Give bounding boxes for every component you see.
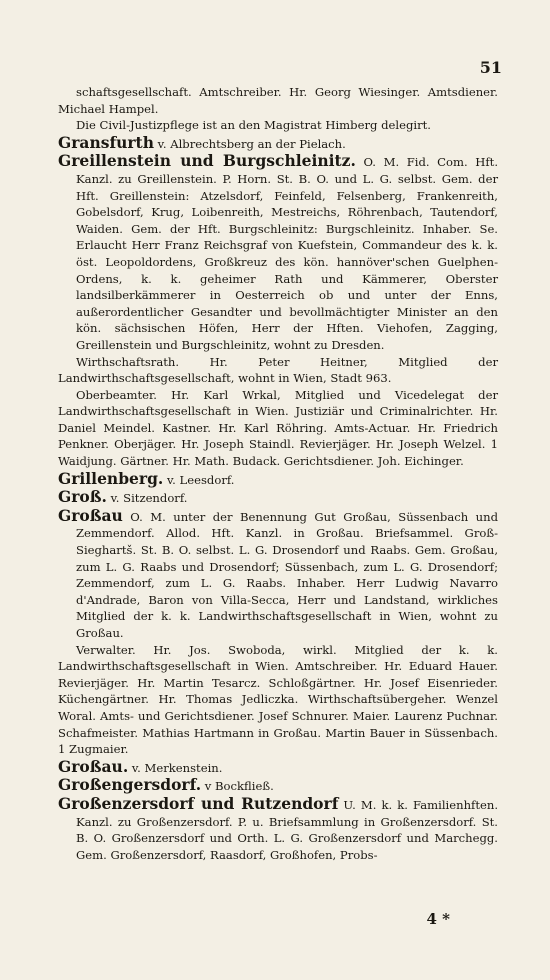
page-number: 51 (479, 58, 502, 77)
paragraph (58, 117, 498, 134)
entry-headword: Großenzersdorf und Rutzendorf (58, 793, 339, 813)
entry-text: v. Albrechtsberg an der Pielach. (157, 136, 346, 151)
entry (58, 134, 498, 153)
text-body (58, 84, 498, 863)
paragraph-text: Verwalter. Hr. Jos. Swoboda, wirkl. Mitglied der k. k. Landwirthschaftsgesellschaft in Wien. Amtschreiber. Hr. Eduard Hauer. Revierjäger. Hr. Martin Tesarcz. Schloßgärtner. Hr. Josef Eisenrieder. Küchengärtner. Hr. Thomas Jedliczka. Wirthschaftsübergeher. Wenzel Woral. Amts- und Gerichtsdiener. Josef Schnurer. Maier. Laurenz Puchnar. Schafmeister. Mathias Hartmann in Großau. Martin Bauer in Süssenbach. 1 Zugmaier. (58, 642, 498, 757)
entry (58, 488, 498, 507)
entry (58, 470, 498, 489)
entry-headword: Grillenberg. (58, 468, 164, 488)
entry-text: O. M. unter der Benennung Gut Großau, Süssenbach und Zemmendorf. Allod. Hft. Kanzl. in Großau. Briefsammel. Groß-Sieghartš. St. B. O. selbst. L. G. Drosendorf und Raabs. Gem. Großau, zum L. G. Raabs und Drosendorf; Süssenbach, zum L. G. Drosendorf; Zemmendorf, zum L. G. Raabs. Inhaber. Herr Ludwig Navarro d'Andrade, Baron von Villa-Secca, Herr und Landstand, wirkliches Mitglied der k. k. Landwirthschaftsgesellschaft in Wien, wohnt zu Großau. (76, 509, 498, 640)
paragraph (58, 84, 498, 117)
entry-text: v. Sitzendorf. (110, 491, 188, 506)
paragraph (58, 354, 498, 387)
entry-text: v. Leesdorf. (167, 472, 235, 487)
signature-mark: 4 * (426, 910, 450, 928)
entry-headword: Großau (58, 505, 123, 525)
entry-headword: Gransfurth (58, 132, 154, 152)
entry-headword: Großengersdorf. (58, 775, 202, 795)
paragraph-text: schaftsgesellschaft. Amtschreiber. Hr. Georg Wiesinger. Amtsdiener. Michael Hampel. (58, 85, 498, 116)
entry-headword: Greillenstein und Burgschleinitz. (58, 151, 356, 171)
entry-text: U. M. k. k. Familienhften. Kanzl. zu Großenzersdorf. P. u. Briefsammlung in Großenzersdorf. St. B. O. Großenzersdorf und Orth. L. G. Großenzersdorf und Marchegg. Gem. Großenzersdorf, Raasdorf, Großhofen, Probs- (76, 797, 498, 862)
paragraph (58, 387, 498, 470)
entry (58, 795, 498, 863)
entry-headword: Großau. (58, 756, 129, 776)
entry-text: O. M. Fid. Com. Hft. Kanzl. zu Greillenstein. P. Horn. St. B. O. und L. G. selbst. Gem. der Hft. Greillenstein: Atzelsdorf, Feinfeld, Felsenberg, Frankenreith, Gobelsdorf, Krug, Loibenreith, Mestreichs, Röhrenbach, Tautendorf, Waiden. Gem. der Hft. Burgschleinitz: Burgschleinitz. Inhaber. Se. Erlaucht Herr Franz Reichsgraf von Kuefstein, Commandeur des k. k. öst. Leopoldordens, Großkreuz des kön. hannöver'schen Guelphen-Ordens, k. k. geheimer Rath und Kämmerer, Oberster landsilberkämmerer in Oesterreich ob und unter der Enns, außerordentlicher Gesandter und bevollmächtigter Minister an den kön. sächsischen Höfen, Herr der Hften. Viehofen, Zagging, Greillenstein und Burgschleinitz, wohnt zu Dresden. (76, 155, 498, 352)
entry (58, 776, 498, 795)
entry-text: v. Merkenstein. (131, 760, 223, 775)
entry-text: v Bockfließ. (204, 779, 274, 794)
paragraph (58, 642, 498, 758)
paragraph-text: Wirthschaftsrath. Hr. Peter Heitner, Mitglied der Landwirthschaftsgesellschaft, wohnt in Wien, Stadt 963. (58, 354, 498, 386)
paragraph-text: Oberbeamter. Hr. Karl Wrkal, Mitglied und Vicedelegat der Landwirthschaftsgesellschaft in Wien. Justiziär und Criminalrichter. Hr. Daniel Meindel. Kastner. Hr. Karl Röhring. Amts-Actuar. Hr. Friedrich Penkner. Oberjäger. Hr. Joseph Staindl. Revierjäger. Hr. Joseph Welzel. 1 Waidjung. Gärtner. Hr. Math. Budack. Gerichtsdiener. Joh. Eichinger. (58, 387, 498, 469)
entry (58, 758, 498, 777)
entry (58, 507, 498, 642)
entry-headword: Groß. (58, 487, 107, 507)
paragraph-text: Die Civil-Justizpflege ist an den Magistrat Himberg delegirt. (76, 118, 431, 133)
entry (58, 152, 498, 353)
